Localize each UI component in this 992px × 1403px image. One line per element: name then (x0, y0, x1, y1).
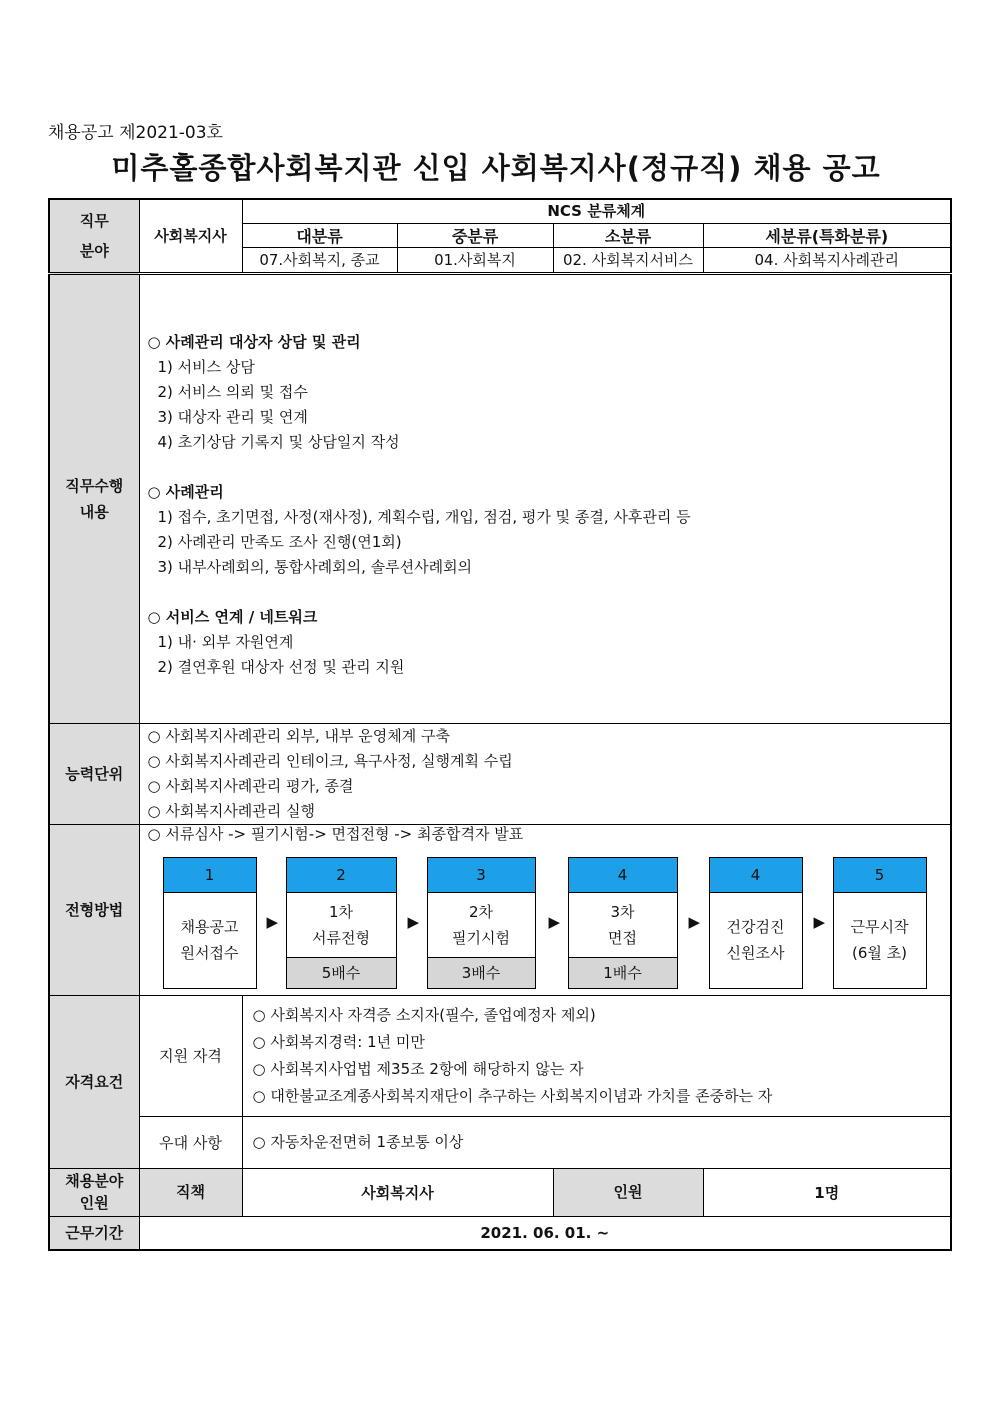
pref-label: 우대 사항 (139, 1116, 242, 1168)
pref-list (242, 1116, 951, 1168)
duties-item: 2) 서비스 의뢰 및 접수 (157, 382, 308, 401)
ncs-col-major: 대분류 (242, 223, 397, 247)
process-step-2 (286, 857, 397, 989)
arrow-icon: ▶ (813, 912, 826, 931)
field-label-line1: 직무 (79, 211, 109, 230)
page-title: 미추홀종합사회복지관 신입 사회복지사(정규직) 채용 공고 (111, 151, 881, 185)
pref-item: ○ 자동차운전면허 1종보통 이상 (252, 1132, 464, 1151)
competency-item: ○ 사회복지사례관리 외부, 내부 운영체계 구축 (147, 726, 451, 745)
position-label: 직책 (139, 1168, 242, 1216)
step-line2: 신원조사 (726, 944, 785, 962)
duties-item: 1) 서비스 상담 (157, 357, 255, 376)
process-step-1 (163, 857, 257, 989)
duties-heading-1: ○ 사례관리 대상자 상담 및 관리 (147, 332, 361, 351)
step-line2: 필기시험 (452, 928, 510, 947)
apply-qual-item: ○ 사회복지경력: 1년 미만 (252, 1032, 425, 1051)
ncs-val-middle: 01.사회복지 (397, 247, 553, 273)
step-line1: 건강검진 (726, 918, 785, 936)
step-line1: 3차 (610, 902, 635, 921)
step-ratio: 1배수 (569, 957, 677, 988)
count-label: 인원 (553, 1168, 703, 1216)
step-body (164, 893, 256, 988)
arrow-icon: ▶ (407, 912, 420, 931)
ncs-val-minor: 02. 사회복지서비스 (553, 247, 703, 273)
competency-list (139, 723, 951, 824)
step-ratio: 3배수 (428, 957, 535, 988)
step-line1: 1차 (328, 902, 354, 921)
duties-item: 4) 초기상담 기록지 및 상담일지 작성 (157, 432, 400, 451)
step-number: 4 (710, 858, 802, 893)
duties-item: 2) 사례관리 만족도 조사 진행(연1회) (157, 532, 402, 551)
process-content (139, 824, 951, 995)
step-line2: 원서접수 (180, 944, 239, 962)
arrow-icon: ▶ (688, 912, 701, 931)
ncs-val-detail: 04. 사회복지사례관리 (703, 247, 951, 273)
duties-label-line1: 직무수행 (65, 476, 124, 495)
process-step-6 (833, 857, 927, 989)
step-body (569, 893, 677, 957)
duties-item: 3) 대상자 관리 및 연계 (157, 407, 308, 426)
field-label-line2: 분야 (79, 241, 109, 260)
apply-qual-item: ○ 사회복지사업법 제35조 2항에 해당하지 않는 자 (252, 1059, 584, 1078)
apply-qual-list (242, 995, 951, 1116)
duties-content (139, 273, 951, 723)
step-line2: (6월 초) (852, 944, 907, 962)
duties-item: 2) 결연후원 대상자 선정 및 관리 지원 (157, 657, 405, 676)
duties-heading-3: ○ 서비스 연계 / 네트워크 (147, 607, 318, 626)
step-line2: 서류전형 (312, 928, 370, 947)
apply-qual-item: ○ 사회복지사 자격증 소지자(필수, 졸업예정자 제외) (252, 1005, 596, 1024)
duties-item: 3) 내부사례회의, 통합사례회의, 솔루션사례회의 (157, 557, 473, 576)
duties-item: 1) 내· 외부 자원연계 (157, 632, 294, 651)
ncs-val-major: 07.사회복지, 종교 (242, 247, 397, 273)
step-line1: 2차 (468, 902, 494, 921)
competency-item: ○ 사회복지사례관리 실행 (147, 801, 316, 820)
ncs-col-detail: 세분류(특화분류) (703, 223, 951, 247)
process-step-5 (709, 857, 803, 989)
duties-label (49, 273, 139, 723)
step-line1: 채용공고 (180, 918, 239, 936)
qualification-label: 자격요건 (49, 995, 139, 1168)
apply-qual-label: 지원 자격 (139, 995, 242, 1116)
process-step-3 (427, 857, 536, 989)
competency-item: ○ 사회복지사례관리 평가, 종결 (147, 776, 354, 795)
field-label (49, 199, 139, 273)
period-label: 근무기간 (49, 1216, 139, 1250)
step-number: 2 (287, 858, 396, 893)
headcount-label-line2: 인원 (79, 1194, 109, 1212)
competency-label: 능력단위 (49, 723, 139, 824)
headcount-label-line1: 채용분야 (65, 1172, 124, 1190)
position-value: 사회복지사 (242, 1168, 553, 1216)
step-body (710, 893, 802, 988)
notice-number: 채용공고 제2021-03호 (48, 123, 223, 143)
step-number: 4 (569, 858, 677, 893)
step-line2: 면접 (608, 928, 637, 947)
duties-heading-2: ○ 사례관리 (147, 482, 224, 501)
step-number: 5 (834, 858, 926, 893)
ncs-header: NCS 분류체계 (242, 199, 951, 223)
period-value: 2021. 06. 01. ~ (139, 1216, 951, 1250)
step-number: 3 (428, 858, 535, 893)
process-step-4 (568, 857, 678, 989)
step-body (834, 893, 926, 988)
ncs-col-minor: 소분류 (553, 223, 703, 247)
process-label: 전형방법 (49, 824, 139, 995)
arrow-icon: ▶ (266, 912, 279, 931)
competency-item: ○ 사회복지사례관리 인테이크, 욕구사정, 실행계획 수립 (147, 751, 513, 770)
arrow-icon: ▶ (548, 912, 561, 931)
ncs-col-middle: 중분류 (397, 223, 553, 247)
job-posting-table (48, 198, 950, 1251)
duties-item: 1) 접수, 초기면접, 사정(재사정), 계획수립, 개입, 점검, 평가 및 종결, 사후관리 등 (157, 507, 691, 526)
step-ratio: 5배수 (287, 957, 396, 988)
field-job: 사회복지사 (139, 199, 242, 273)
process-summary: ○ 서류심사 -> 필기시험-> 면접전형 -> 최종합격자 발표 (147, 824, 524, 843)
step-body (428, 893, 535, 957)
step-number: 1 (164, 858, 256, 893)
step-line1: 근무시작 (850, 918, 909, 936)
apply-qual-item: ○ 대한불교조계종사회복지재단이 추구하는 사회복지이념과 가치를 존중하는 자 (252, 1086, 773, 1105)
count-value: 1명 (703, 1168, 951, 1216)
duties-label-line2: 내용 (79, 502, 109, 521)
step-body (287, 893, 396, 957)
headcount-label (49, 1168, 139, 1216)
